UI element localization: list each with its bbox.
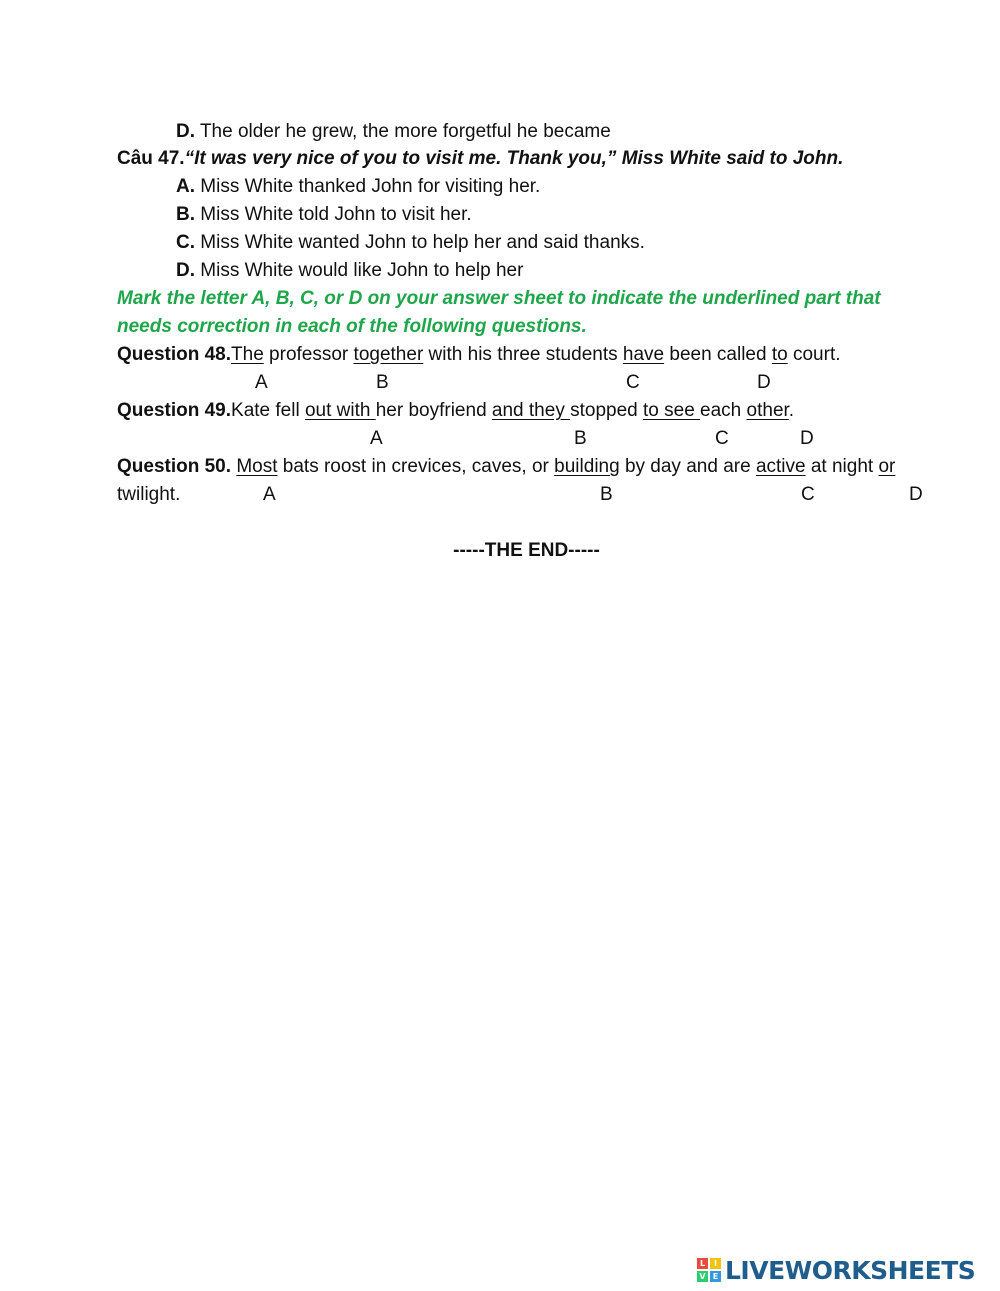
sentence-text: court.: [787, 344, 841, 365]
underlined-part-a: Most: [236, 456, 278, 477]
underlined-part-a: The: [231, 344, 264, 365]
sentence-text: her boyfriend: [375, 400, 492, 421]
underlined-part-d: other: [746, 400, 789, 421]
sentence-text: by day and are: [619, 456, 756, 477]
q47-option-a: [176, 175, 540, 199]
sentence-text: each: [700, 400, 747, 421]
q48-letter-b: B: [376, 372, 389, 393]
logo-tile-l: L: [697, 1258, 708, 1269]
q47-option-d: [176, 259, 523, 283]
sentence-text: professor: [263, 344, 354, 365]
option-label: D.: [176, 260, 195, 281]
instruction-line-2: needs correction in each of the following questions.: [117, 316, 587, 337]
question-label: Question 48.: [117, 344, 232, 365]
q50-line-2: twilight.: [117, 484, 181, 505]
sentence-text: at night: [805, 456, 879, 477]
logo-icon: [697, 1258, 721, 1282]
question-prompt: “It was very nice of you to visit me. Thank you,” Miss White said to John.: [184, 148, 844, 169]
underlined-part-a: out with: [304, 400, 376, 421]
option-label: D.: [176, 121, 195, 142]
q50-letter-d: D: [909, 484, 923, 505]
logo-text: LIVEWORKSHEETS: [725, 1255, 976, 1285]
underlined-part-c: have: [622, 344, 665, 365]
q49-letter-c: C: [715, 428, 729, 449]
sentence-text: Kate fell: [231, 400, 305, 421]
underlined-part-c: to see: [643, 400, 701, 421]
q46-option-d: [176, 120, 611, 144]
logo-tile-e: E: [710, 1271, 721, 1282]
option-text: Miss White would like John to help her: [200, 260, 524, 281]
sentence-text: stopped: [570, 400, 643, 421]
q49-letter-a: A: [370, 428, 383, 449]
q49-letter-b: B: [574, 428, 587, 449]
question-label: Question 49.: [117, 400, 232, 421]
underlined-part-d: or: [878, 456, 896, 477]
q47-option-b: [176, 203, 472, 227]
q49-letter-d: D: [800, 428, 814, 449]
option-label: B.: [176, 204, 195, 225]
option-text: Miss White told John to visit her.: [200, 204, 472, 225]
liveworksheets-logo: [697, 1255, 975, 1285]
underlined-part-b: building: [554, 456, 620, 477]
q48-question: [117, 343, 841, 367]
q50-letter-a: A: [263, 484, 276, 505]
q48-letter-c: C: [626, 372, 640, 393]
option-label: A.: [176, 176, 195, 197]
sentence-text: been called: [664, 344, 772, 365]
option-text: Miss White thanked John for visiting her.: [200, 176, 541, 197]
q48-letter-d: D: [757, 372, 771, 393]
q49-question: [117, 399, 794, 423]
q50-question: [117, 455, 895, 479]
underlined-part-c: active: [755, 456, 806, 477]
q50-letter-b: B: [600, 484, 613, 505]
sentence-text: with his three students: [423, 344, 623, 365]
underlined-part-b: together: [353, 344, 424, 365]
option-text: Miss White wanted John to help her and said thanks.: [200, 232, 645, 253]
end-text: -----THE END-----: [453, 540, 600, 561]
question-label: Câu 47.: [117, 148, 185, 169]
question-label: Question 50.: [117, 456, 232, 477]
q47-option-c: [176, 231, 645, 255]
instruction-line-1: Mark the letter A, B, C, or D on your answer sheet to indicate the underlined part that: [117, 288, 881, 309]
underlined-part-d: to: [771, 344, 788, 365]
option-text: The older he grew, the more forgetful he became: [199, 121, 611, 142]
q48-letter-a: A: [255, 372, 268, 393]
sentence-text: bats roost in crevices, caves, or: [277, 456, 555, 477]
logo-tile-i: I: [710, 1258, 721, 1269]
logo-tile-v: V: [697, 1271, 708, 1282]
underlined-part-b: and they: [491, 400, 571, 421]
option-label: C.: [176, 232, 195, 253]
sentence-text: .: [788, 400, 795, 421]
q47-question: [117, 147, 843, 171]
q50-letter-c: C: [801, 484, 815, 505]
